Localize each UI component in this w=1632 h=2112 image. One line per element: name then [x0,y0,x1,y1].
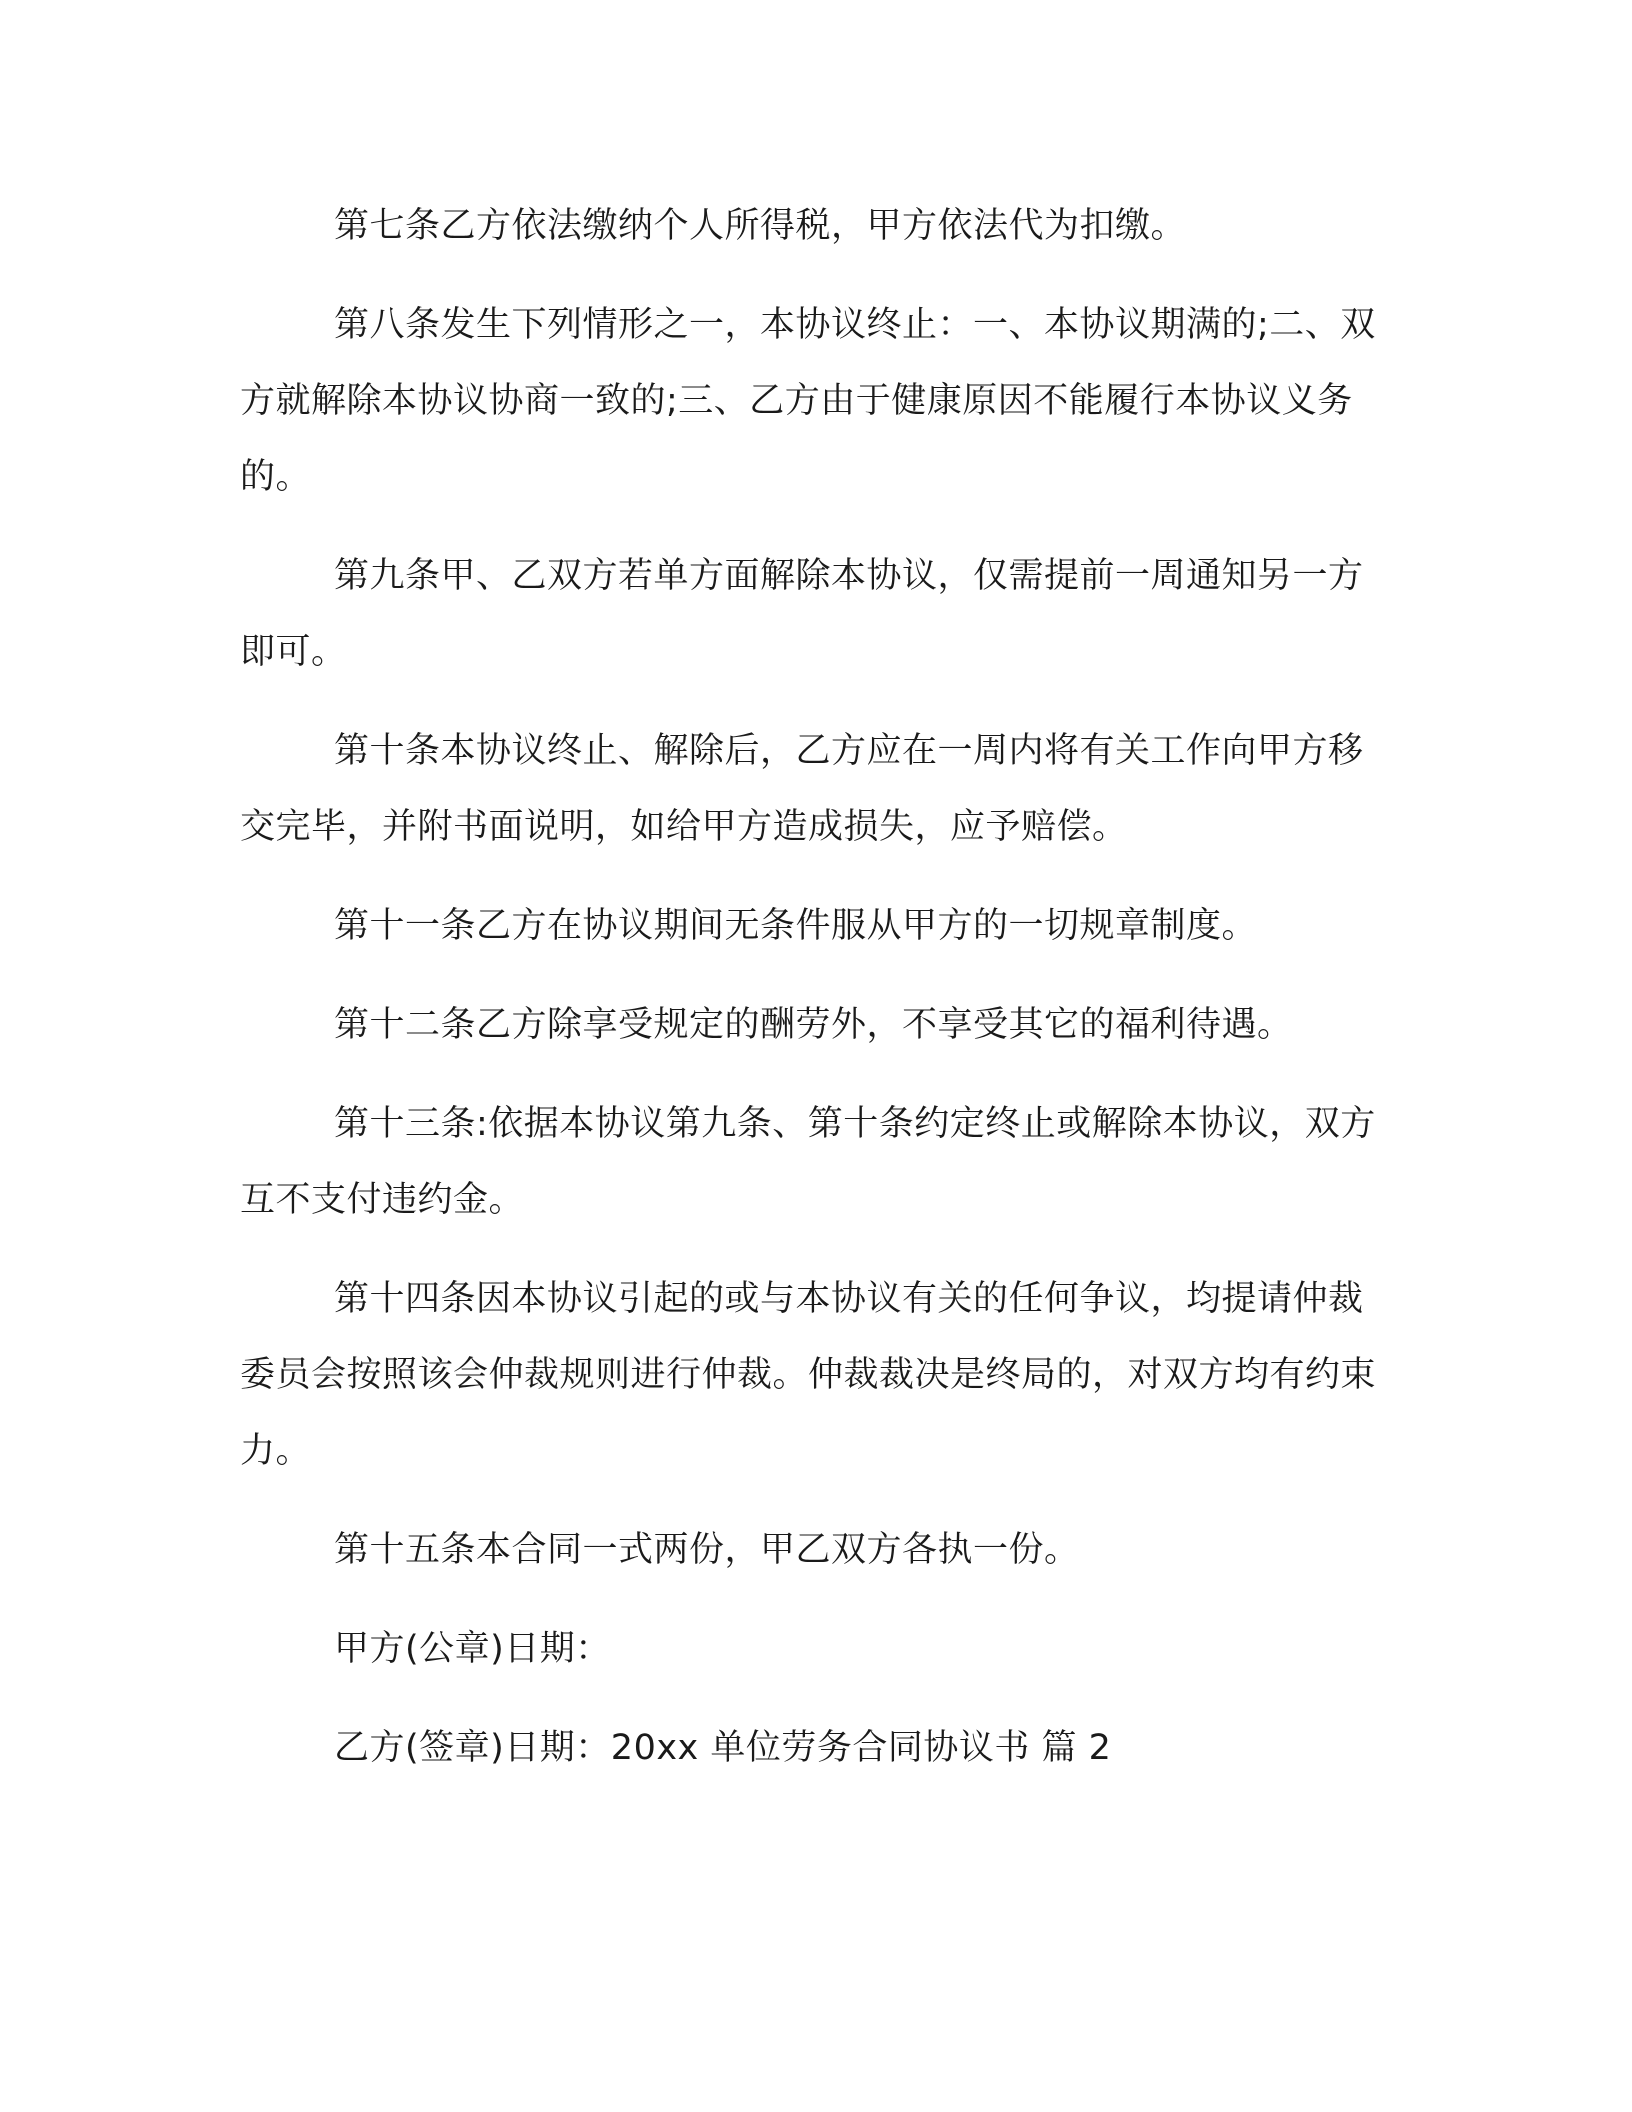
article-11: 第十一条乙方在协议期间无条件服从甲方的一切规章制度。 [334,906,1258,946]
article-8: 第八条发生下列情形之一，本协议终止：一、本协议期满的;二、双方就解除本协议协商一致的;三、乙方由于健康原因不能履行本协议义务的。 [240,305,1376,497]
party-b-signature-line: 乙方(签章)日期：20xx 单位劳务合同协议书 篇 2 [334,1728,1112,1768]
article-12: 第十二条乙方除享受规定的酬劳外，不享受其它的福利待遇。 [334,1005,1293,1045]
party-a-signature-line: 甲方(公章)日期： [334,1629,611,1669]
article-9: 第九条甲、乙双方若单方面解除本协议，仅需提前一周通知另一方即可。 [240,556,1364,672]
article-7: 第七条乙方依法缴纳个人所得税，甲方依法代为扣缴。 [334,206,1187,246]
article-13: 第十三条:依据本协议第九条、第十条约定终止或解除本协议，双方互不支付违约金。 [240,1104,1376,1220]
article-10: 第十条本协议终止、解除后，乙方应在一周内将有关工作向甲方移交完毕，并附书面说明，如给甲方造成损失，应予赔偿。 [240,731,1364,847]
article-15: 第十五条本合同一式两份，甲乙双方各执一份。 [334,1530,1080,1570]
document-body [240,188,1380,1809]
article-14: 第十四条因本协议引起的或与本协议有关的任何争议，均提请仲裁委员会按照该会仲裁规则进行仲裁。仲裁裁决是终局的，对双方均有约束力。 [240,1279,1377,1471]
